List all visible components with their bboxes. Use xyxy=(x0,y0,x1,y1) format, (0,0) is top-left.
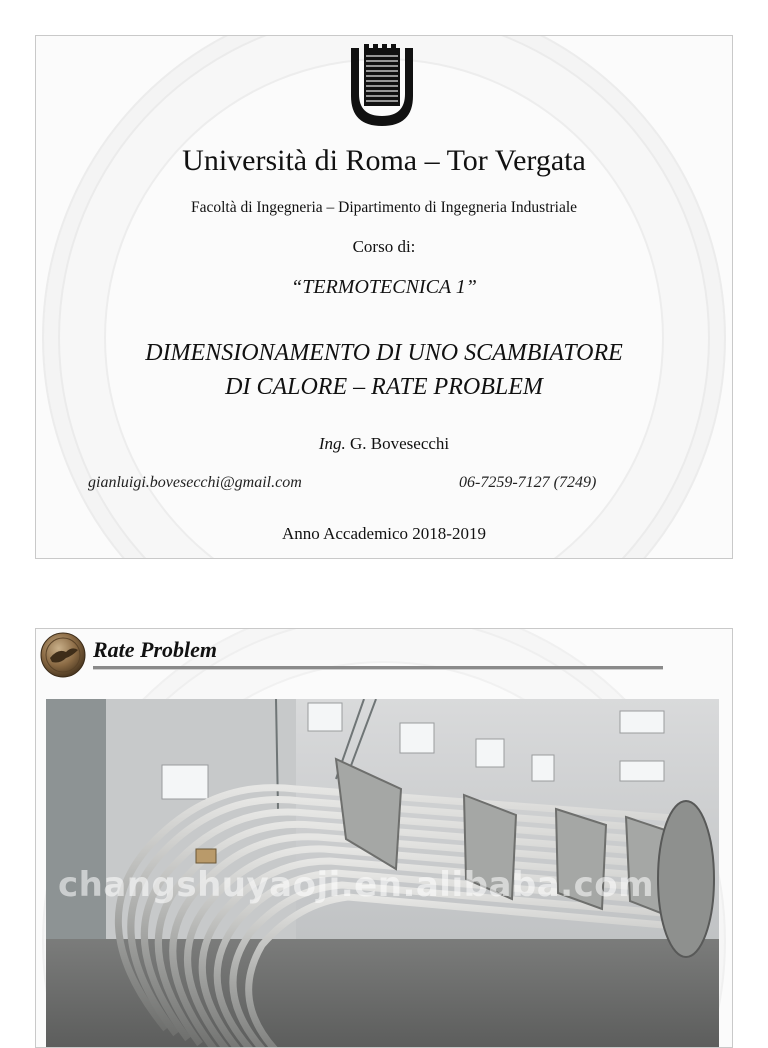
header-divider xyxy=(93,666,663,670)
slide-header: Rate Problem xyxy=(93,637,218,662)
title-line-1: DIMENSIONAMENTO DI UNO SCAMBIATORE xyxy=(145,340,623,366)
university-logo xyxy=(347,44,417,128)
author-name: G. Bovesecchi xyxy=(350,434,450,453)
author-email: gianluigi.bovesecchi@gmail.com xyxy=(88,474,302,491)
presentation-title xyxy=(36,336,732,404)
course-name: “TERMOTECNICA 1” xyxy=(291,276,477,298)
university-title: Università di Roma – Tor Vergata xyxy=(182,144,586,177)
author-phone: 06-7259-7127 (7249) xyxy=(459,474,597,491)
author-line xyxy=(36,434,732,454)
author-prefix: Ing. xyxy=(318,434,346,453)
coin-medallion-icon xyxy=(40,632,86,678)
academic-year: Anno Accademico 2018-2019 xyxy=(282,524,486,543)
title-line-2: DI CALORE – RATE PROBLEM xyxy=(225,374,543,400)
photo-watermark: changshuyaoji.en.alibaba.com xyxy=(58,865,655,905)
content-slide xyxy=(35,628,733,1048)
title-slide xyxy=(35,35,733,559)
course-label: Corso di: xyxy=(352,237,416,256)
faculty-line: Facoltà di Ingegneria – Dipartimento di Ingegneria Industriale xyxy=(190,199,578,216)
